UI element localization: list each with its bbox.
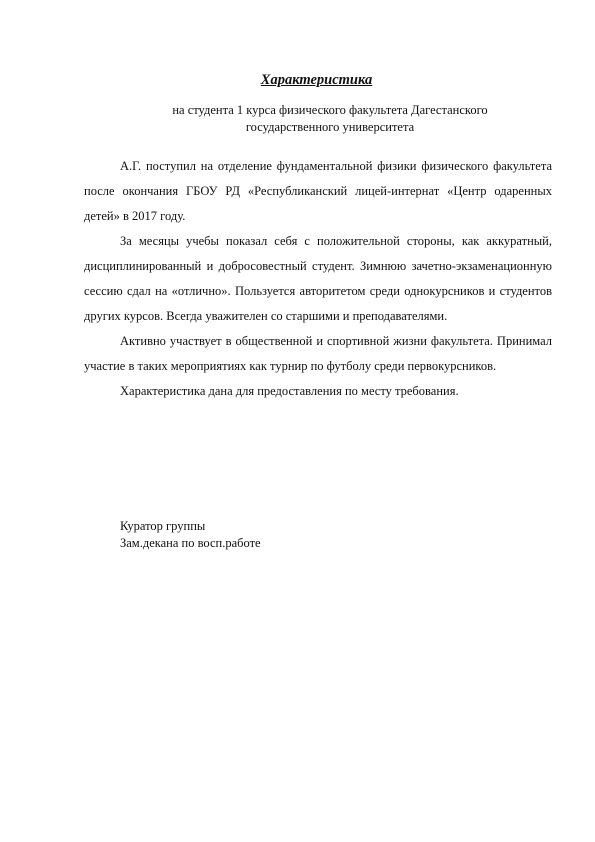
signature-curator: Куратор группы <box>120 519 206 533</box>
document-body <box>84 154 552 404</box>
paragraph-admission: А.Г. поступил на отделение фундаментальной физики физического факультета после окончания ГБОУ РД «Республиканский лицей-интернат «Центр одаренных детей» в 2017 году. <box>84 159 552 223</box>
paragraph-study: За месяцы учебы показал себя с положительной стороны, как аккуратный, дисциплинированный и добросовестный студент. Зимнюю зачетно-экзаменационную сессию сдал на «отлично». Пользуется авторитетом среди однокурсников и студентов других курсов. Всегда уважителен со старшими и преподавателями. <box>84 234 552 323</box>
paragraph-purpose: Характеристика дана для предоставления по месту требования. <box>120 384 459 398</box>
paragraph-activities: Активно участвует в общественной и спортивной жизни факультета. Принимал участие в таких мероприятиях как турнир по футболу среди первокурсников. <box>84 334 552 373</box>
document-subtitle <box>130 102 530 136</box>
signature-block <box>120 518 261 552</box>
document-title: Характеристика <box>260 72 373 88</box>
subtitle-line-1: на студента 1 курса физического факультета Дагестанского <box>172 103 488 117</box>
signature-deputy-dean: Зам.декана по восп.работе <box>120 536 261 550</box>
subtitle-line-2: государственного университета <box>245 120 415 134</box>
